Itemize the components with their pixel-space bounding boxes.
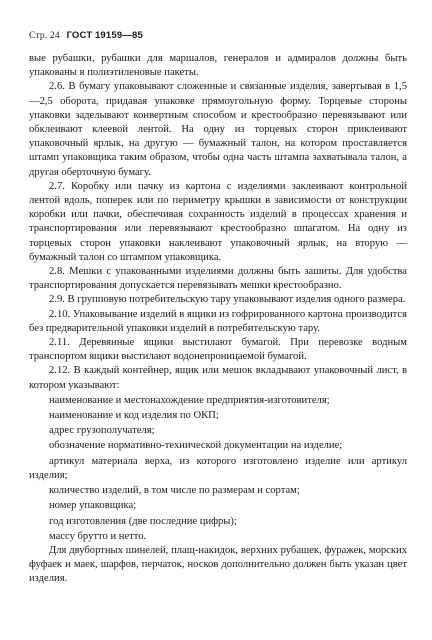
clause-2-7: 2.7. Коробку или пачку из картона с изделиями заклеивают контрольной лентой вдоль, поперек или по периметру крышки в зависимости от конструкции коробки или пачки, обеспечивая сохранность изделий в процессах хранения и транспортирования или перевязывают крестообразно шпагатом. На одну из торцевых сторон упаковки наклеивают упаковочный ярлык, на вторую —бумажный талон со штампом упаковщика. [29,180,407,263]
page-header [29,30,143,41]
list-item: наименование и местонахождение предприятия-изготовителя; [49,394,330,406]
list-item: обозначение нормативно-технической документации на изделие; [49,440,343,452]
list-item: количество изделий, в том числе по размерам и сортам; [49,485,300,497]
list-item: артикул материала верха, из которого изготовлено изделие или артикул изделия; [29,455,407,481]
paragraph-continuation: вые рубашки, рубашки для маршалов, генералов и адмиралов должны быть упакованы в полиэтиленовые пакеты. [29,53,407,79]
clause-2-6: 2.6. В бумагу упаковывают сложенные и связанные изделия, завертывая в 1,5—2,5 оборота, придавая упаковке прямоугольную форму. Торцевые стороны упаковки заделывают конвертным способом и крестообразно перевязывают или обклеивают клеевой лентой. На одну из торцевых сторон приклеивают упаковочный ярлык, на другую — бумажный талон, на котором проставляется штамп упаковщика таким образом, чтобы одна часть штампа захватывала талон, а другая оберточную бумагу. [29,81,407,178]
clause-2-10: 2.10. Упаковывание изделий в ящики из гофрированного картона производится без предварительной упаковки изделий в потребительскую тару. [29,308,407,334]
standard-label: ГОСТ [66,30,93,41]
page-number: Стр. 24 [29,31,60,41]
list-item: номер упаковщика; [49,500,137,512]
list-item: наименование и код изделия по ОКП; [49,410,219,422]
document-body [29,52,407,587]
clause-2-11: 2.11. Деревянные ящики выстилают бумагой. При перевозке водным транспортом ящики выстилают водонепроницаемой бумагой. [29,337,407,363]
standard-number: 19159—85 [94,30,144,41]
clause-2-9: 2.9. В групповую потребительскую тару упаковывают изделия одного размера. [49,294,406,306]
list-item: адрес грузополучателя; [49,425,155,437]
list-item: массу брутто и нетто. [49,530,147,542]
clause-2-8: 2.8. Мешки с упакованными изделиями должны быть зашиты. Для удобства транспортирования допускается перевязывать мешки крестообразно. [29,266,407,292]
final-paragraph: Для двубортных шинелей, плащ-накидок, верхних рубашек, фуражек, морских фуфаек и маек, шарфов, перчаток, носков дополнительно должен быть указан цвет изделия. [29,544,407,585]
clause-2-12: 2.12. В каждый контейнер, ящик или мешок вкладывают упаковочный лист, в котором указывают: [29,365,407,391]
list-item: год изготовления (две последние цифры); [49,515,237,527]
